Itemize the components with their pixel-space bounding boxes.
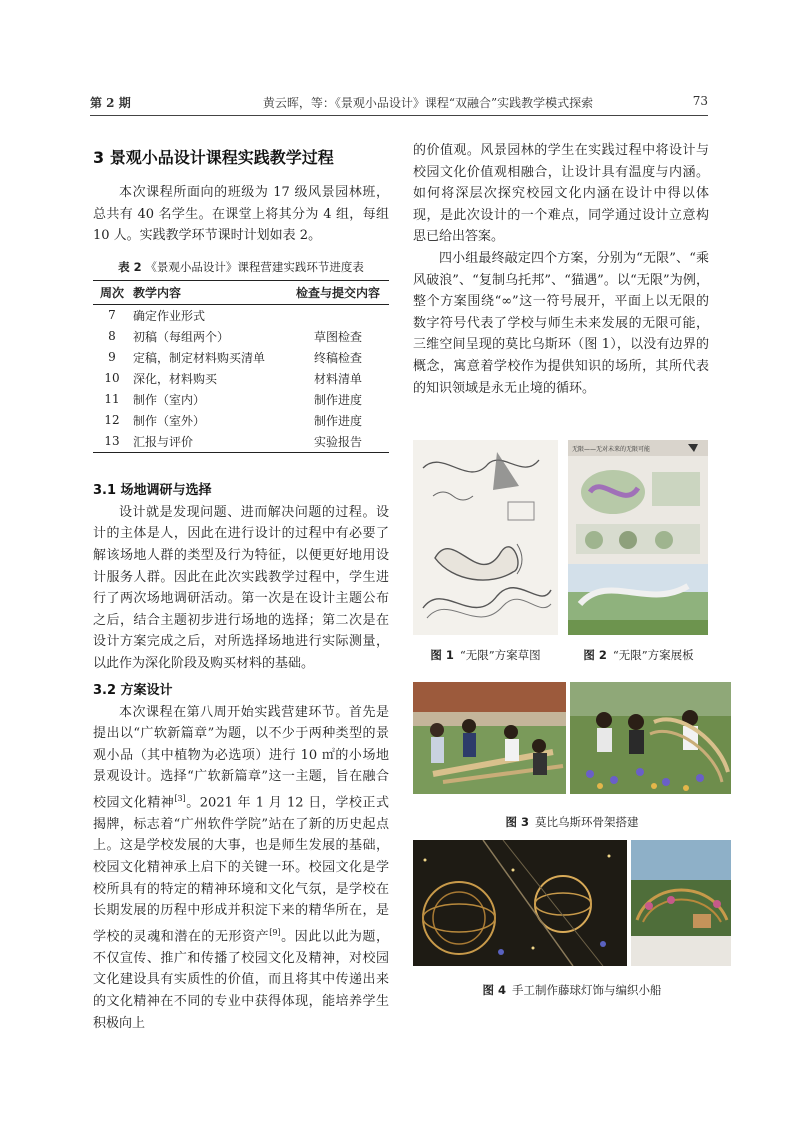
figure-2-board-image [568,440,708,635]
table-title: 《景观小品设计》课程营建实践环节进度表 [145,259,364,274]
figure-3-title: 莫比乌斯环骨架搭建 [535,815,639,829]
table-row [93,368,389,389]
left-column [93,145,389,1034]
cell-content: 定稿，制定材料购买清单 [133,350,266,365]
table-label: 表 2 [118,259,142,274]
right-column [413,140,709,399]
cell-check: 材料清单 [313,371,362,386]
header-rule [90,115,708,116]
figure-4-label: 图 4 [482,983,506,997]
right-paragraph-1: 的价值观。风景园林的学生在实践过程中将设计与校园文化价值观相融合，让设计具有温度与内涵。如何将深层次探究校园文化内涵在设计中得以体现，是此次设计的一个难点，同学通过设计立意构思已给出答案。 [413,143,709,245]
cell-content: 确定作业形式 [133,308,206,323]
figure-4-caption [413,982,731,998]
paragraph-text: 。2021 年 1 月 12 日，学校正式揭牌，标志着“广州软件学院”站在了新的历史起点上。这是学校发展的大事，也是师生发展的基础，校园文化精神承上启下的关键一环。校园文化是学校所具有的特定的精神环境和文化气氛，是学校在长期发展的历程中形成并积淀下来的精华所在，是学校的灵魂和潜在的无形资产 [93,795,389,945]
cell-week: 13 [93,431,131,453]
cell-content: 初稿（每组两个） [133,329,230,344]
header-content: 教学内容 [131,280,287,304]
table-row [93,326,389,347]
subsection-3-2-paragraph [93,702,389,1035]
figure-3-label: 图 3 [505,815,529,829]
cell-week: 8 [108,329,116,344]
cell-check: 实验报告 [287,431,389,453]
figure-3-photo-right [570,682,731,794]
figure-3-caption [413,814,731,830]
rattan-lamp-photo [413,840,627,966]
cell-check [287,304,389,326]
cell-check: 制作进度 [313,413,362,428]
page-number: 73 [692,94,708,108]
running-header [90,94,708,114]
figure-4-title: 手工制作藤球灯饰与编织小船 [512,983,662,997]
figure-1-sketch-image [413,440,558,635]
table-row [93,347,389,368]
right-paragraph-2: 四小组最终敲定四个方案，分别为“无限”、“乘风破浪”、“复制乌托邦”、“猫遇”。以“无限”为例，整个方案围绕“∞”这一符号展开，平面上以无限的数字符号代表了学校与师生未来发展的无限可能，三维空间呈现的莫比乌斯环（图 1），以没有边界的概念，寓意着学校作为提供知识的场所，其所代表的知识领域是永无止境的循环。 [413,250,709,396]
header-check: 检查与提交内容 [287,280,389,304]
cell-check: 草图检查 [313,329,362,344]
table-row [93,304,389,326]
figure-2-label: 图 2 [583,648,607,662]
figure-2-caption [566,647,711,663]
table-caption [93,259,389,275]
section-heading: 3 景观小品设计课程实践教学过程 [93,148,334,167]
running-title: 黄云晖，等：《景观小品设计》课程“双融合”实践教学模式探索 [262,96,594,110]
schedule-table [93,280,389,453]
citation-ref: [3] [174,793,186,803]
cell-week: 12 [104,413,120,428]
table-header-row [93,280,389,304]
figure-2-title: “无限”方案展板 [612,648,694,662]
table-row [93,410,389,431]
cell-week: 10 [104,371,120,386]
cell-content: 制作（室内） [133,392,206,407]
cell-check: 制作进度 [313,392,362,407]
section-intro: 本次课程所面向的班级为 17 级风景园林班，总共有 40 名学生。在课堂上将其分为 4 组，每组 10 人。实践教学环节课时计划如表 2。 [93,185,389,244]
subsection-heading-3-2: 3.2 方案设计 [93,682,173,698]
figure-1-title: “无限”方案草图 [459,648,541,662]
subsection-heading-3-1: 3.1 场地调研与选择 [93,482,212,498]
table-row [93,431,389,453]
woven-boat-photo [631,840,731,966]
issue-number: 第 2 期 [90,96,131,110]
construction-photo [413,682,566,794]
paragraph-text: 本次课程在第八周开始实践营建环节。首先是提出以“广软新篇章”为题，以不少于两种类型的景观小品（其中植物为必选项）进行 10 ㎡的小场地景观设计。选择“广软新篇章”这一主题，旨在融合校园文化精神 [93,704,389,811]
citation-ref: [9] [269,927,281,937]
cell-content: 深化，材料购买 [133,371,218,386]
figure-3-photo-left [413,682,566,794]
cell-check: 终稿检查 [313,350,362,365]
cell-week: 11 [104,392,120,407]
cell-week: 9 [108,350,116,365]
cell-week: 7 [108,308,116,323]
cell-content: 汇报与评价 [131,431,287,453]
subsection-3-1-paragraph: 设计就是发现问题、进而解决问题的过程。设计的主体是人，因此在进行设计的过程中有必要了解该场地人群的类型及行为特征，以便更好地用设计服务人群。因此在此次实践教学过程中，学生进行了两次场地调研活动。第一次是在设计主题公布之后，结合主题初步进行场地的选择；第二次是在设计方案完成之后，对所选择场地进行实际测量，以此作为深化阶段及购买材料的基础。 [93,504,389,671]
figure-1-label: 图 1 [430,648,454,662]
figure-4-photo-right [631,840,731,966]
figure-1-caption [413,647,558,663]
cell-content: 制作（室外） [133,413,206,428]
paragraph-text: 。因此以此为题，不仅宣传、推广和传播了校园文化及精神，对校园文化建设具有实质性的价值，而且将其中传递出来的文化精神在不同的专业中获得体现，能培养学生积极向上 [93,929,389,1031]
figure-4-photo-left [413,840,627,966]
sketch-drawing [413,440,558,635]
construction-photo [570,682,731,794]
header-week: 周次 [93,280,131,304]
table-row [93,389,389,410]
board-title: 无限——无对未来的无限可能 [572,446,651,453]
board-drawing [568,440,708,635]
